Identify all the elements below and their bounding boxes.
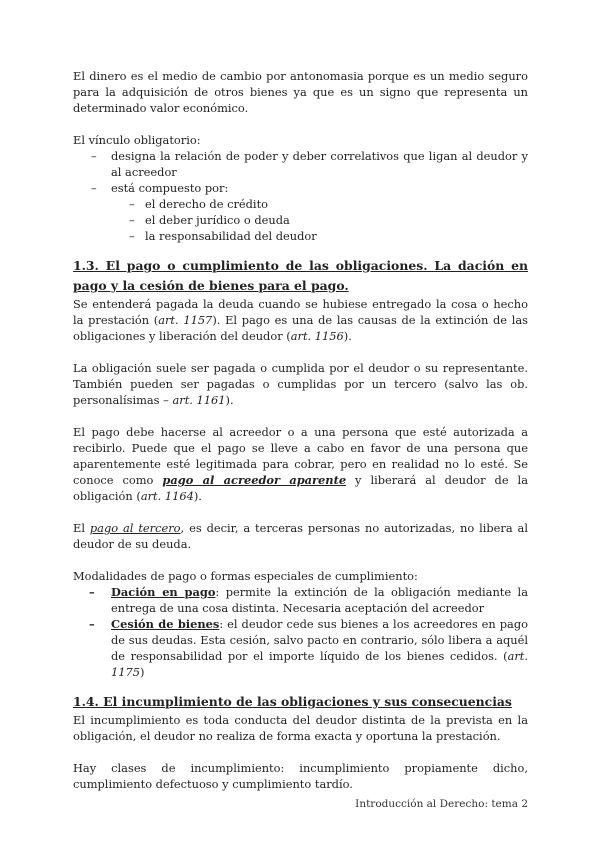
section-heading-1-4: 1.4. El incumplimiento de las obligaciones y sus consecuencias xyxy=(73,694,512,709)
sub-list-item: – el derecho de crédito xyxy=(111,196,528,212)
paragraph-pago-tercero: El pago al tercero, es decir, a terceras personas no autorizadas, no libera al deudor de su deuda. xyxy=(73,521,528,551)
term-dacion: Dación en pago xyxy=(111,585,216,599)
sub-list-item: – el deber jurídico o deuda xyxy=(111,212,528,228)
term-acreedor-aparente: pago al acreedor aparente xyxy=(162,473,347,487)
paragraph-acreedor-aparente: El pago debe hacerse al acreedor o a una persona que esté autorizada a recibirlo. Puede que el pago se lleve a cabo en favor de una persona que aparentemente esté legitimada para cobrar, pero en realidad no lo esté. Se conoce como pago al acreedor aparente y liberará al deudor de la obligación (art. 1164). xyxy=(73,425,528,503)
term-pago-tercero: pago al tercero xyxy=(89,521,181,535)
vinculo-intro: El vínculo obligatorio: xyxy=(73,133,201,147)
paragraph-dinero: El dinero es el medio de cambio por antonomasia porque es un medio seguro para la adquisición de otros bienes ya que es un signo que representa un determinado valor económico. xyxy=(73,69,528,115)
term-cesion: Cesión de bienes xyxy=(111,617,220,631)
list-item-dacion: – Dación en pago: permite la extinción de la obligación mediante la entrega de una cosa distinta. Necesaria aceptación del acreedor xyxy=(73,584,528,616)
sub-list-item: – la responsabilidad del deudor xyxy=(111,228,528,244)
vinculo-list xyxy=(73,148,528,244)
paragraph-clases-incumplimiento: Hay clases de incumplimiento: incumplimiento propiamente dicho, cumplimiento defectuoso y cumplimiento tardío. xyxy=(73,761,528,791)
list-item xyxy=(73,180,528,244)
list-item: – designa la relación de poder y deber correlativos que ligan al deudor y al acreedor xyxy=(73,148,528,180)
modalidades-list xyxy=(73,584,528,680)
vinculo-sublist xyxy=(111,196,528,244)
paragraph-pago-deudor: La obligación suele ser pagada o cumplida por el deudor o su representante. También pueden ser pagadas o cumplidas por un tercero (salvo las ob. personalísimas – art. 1161). xyxy=(73,361,528,407)
page-footer: Introducción al Derecho: tema 2 xyxy=(355,798,528,810)
list-item-cesion: – Cesión de bienes: el deudor cede sus bienes a los acreedores en pago de sus deudas. Esta cesión, salvo pacto en contrario, sólo libera a aquél de responsabilidad por el importe líquido de los bienes cedidos. (art. 1175) xyxy=(73,616,528,680)
section-heading-1-3: 1.3. El pago o cumplimiento de las obligaciones. La dación en pago y la cesión de bienes para el pago. xyxy=(73,258,528,293)
paragraph-pago-definicion: Se entenderá pagada la deuda cuando se hubiese entregado la cosa o hecho la prestación (art. 1157). El pago es una de las causas de la extinción de las obligaciones y liberación del deudor (art. 1156). xyxy=(73,297,528,343)
document-page xyxy=(73,68,528,792)
list-item-text: está compuesto por: xyxy=(111,181,229,195)
paragraph-incumplimiento: El incumplimiento es toda conducta del deudor distinta de la prevista en la obligación, el deudor no realiza de forma exacta y oportuna la prestación. xyxy=(73,713,528,743)
modalidades-intro: Modalidades de pago o formas especiales de cumplimiento: xyxy=(73,569,418,583)
